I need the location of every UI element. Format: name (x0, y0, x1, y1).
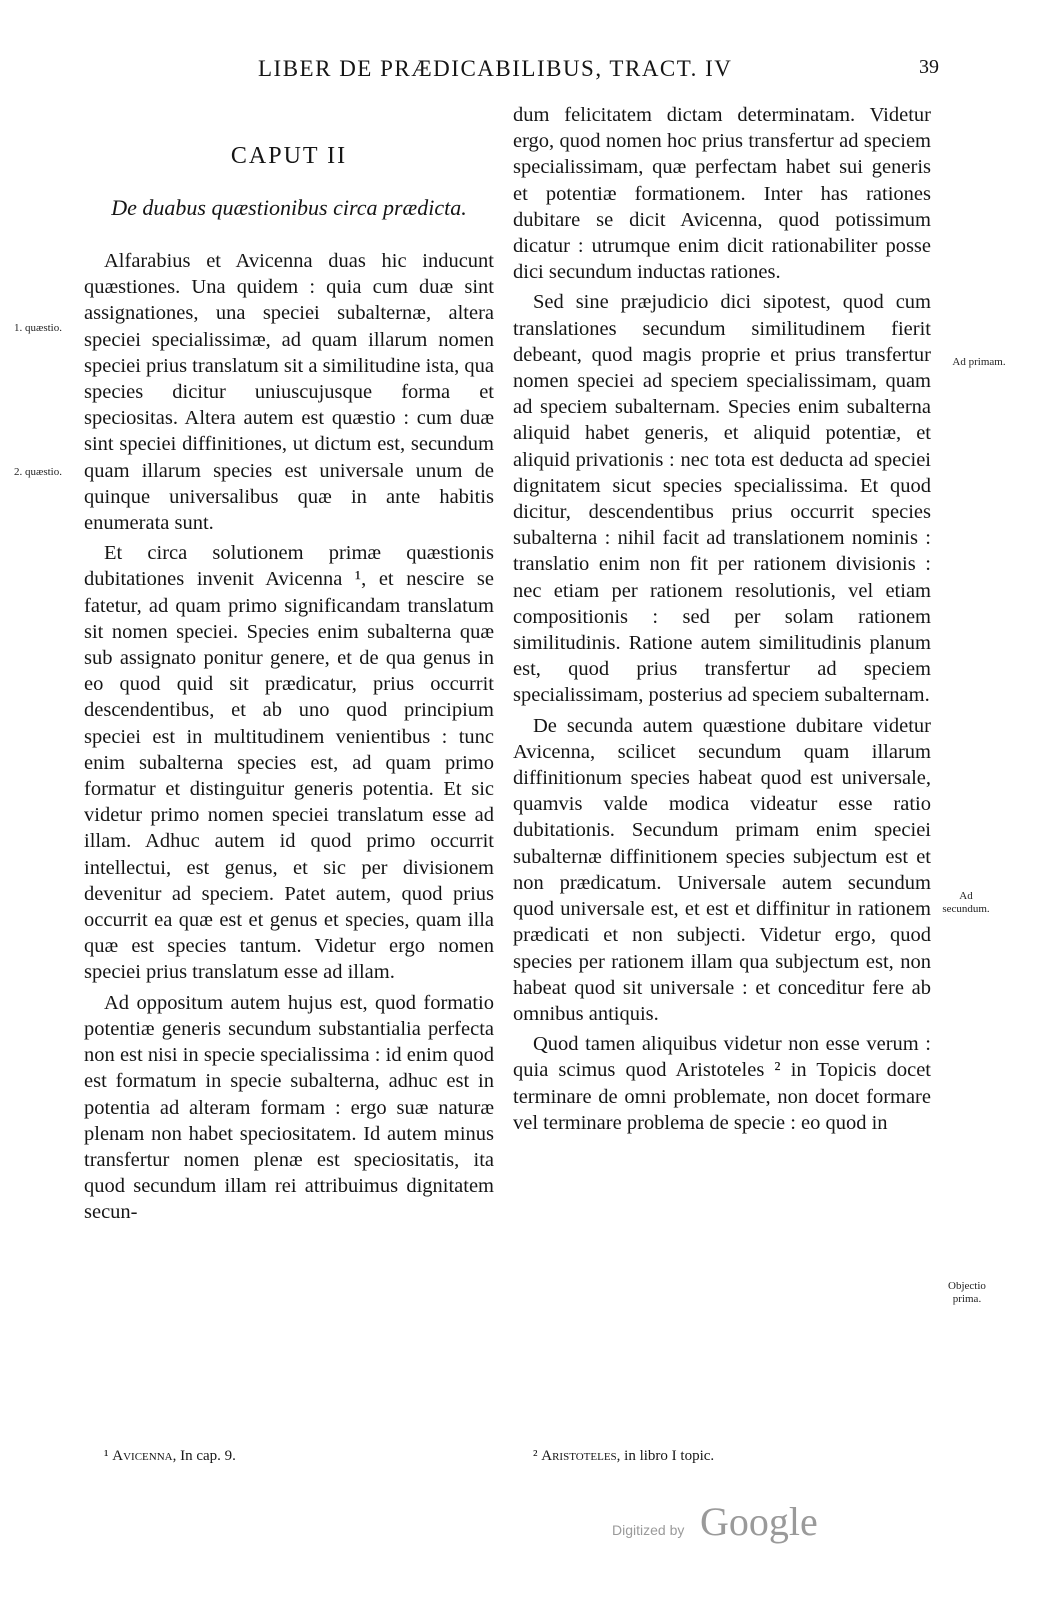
paragraph: Sed sine præjudicio dici sipotest, quod cum translationes secundum similitudinem fierit debeant, quod magis proprie et prius transfertur nomen speciei ad speciem specialissimam, quam ad speciem subalternam. Species enim subalterna aliquid habet generis, et aliquid potentiæ, et aliquid privationis : nec tota est deducta ad speciei dignitatem sicut species specialissima. Et quod dicitur, descendentibus prius occurrit species subalterna : nihil facit ad translationem nominis : translatio enim non fit per rationem divisionis : nec etiam per rationem resolutionis, vel etiam compositionis : sed per solam rationem similitudinis. Ratione autem similitudinis planum est, quod prius transfertur ad speciem specialissimam, posterius ad speciem subalternam. (513, 291, 931, 707)
right-column (513, 102, 931, 1140)
page-number: 39 (919, 56, 939, 78)
paragraph: Et circa solutionem primæ quæstionis dubitationes invenit Avicenna ¹, et nescire se fatetur, ad quam primo significandam translatum sit nomen speciei. Species enim subalterna quæ sub assignato ponitur genere, et de qua genus in eo quod quid sit prædicatur, prius occurrit descendentibus, et ab uno quod principium speciei est in multitudinem venientibus : tunc enim subalterna species est, ad quam primo formatur et distinguitur generis potentia. Et sic videtur primo nomen speciei translatum esse ad illam. Adhuc autem id quod primo occurrit intellectui, est genus, et sic per divisionem devenitur ad speciem. Patet autem, quod prius occurrit ea quæ est et genus et species, quam illa quæ est species tantum. Videtur ergo nomen speciei prius translatum esse ad illam. (84, 542, 494, 984)
footnote (533, 1448, 714, 1465)
paragraph: Quod tamen aliquibus videtur non esse verum : quia scimus quod Aristoteles ² in Topicis docet terminare de omni problemate, non docet formare vel terminare problema de specie : eo quod in (513, 1033, 931, 1134)
chapter-subtitle: De duabus quæstionibus circa prædicta. (111, 195, 467, 220)
marginal-note: 2. quæstio. (14, 466, 62, 478)
paragraph: Ad oppositum autem hujus est, quod formatio potentiæ generis secundum substantialia perfecta non est nisi in specie specialissima : id enim quod est formatum in specie subalterna, adhuc est in potentia ad alteram formam : ergo suæ naturæ plenam non habet speciositatem. Id autem minus transfertur nomen plenæ est speciositatis, ita quod secundum illam rei attribuimus dignitatem secun- (84, 991, 494, 1224)
left-column (84, 100, 494, 1230)
digitized-by-text: Digitized by (612, 1522, 685, 1538)
chapter-heading: CAPUT II (230, 143, 348, 169)
marginal-note: Ad secundum. (942, 890, 990, 915)
marginal-note: Ad primam. (952, 356, 1006, 368)
footnote (104, 1448, 236, 1465)
marginal-note: 1. quæstio. (14, 322, 62, 334)
footnote-marker: ² (533, 1448, 538, 1464)
footnote-author: Aristoteles (541, 1448, 617, 1464)
footnote-author: Avicenna (112, 1448, 173, 1464)
paragraph: Alfarabius et Avicenna duas hic inducunt quæstiones. Una quidem : quia cum duæ sint assignationes, una speciei subalternæ, altera speciei specialissimæ, ad quam illarum nomen speciei prius translatum sit a similitudine ista, qua species dicitur uniuscujusque forma et speciositas. Altera autem est quæstio : cum duæ sint speciei diffinitiones, ut dictum est, secundum quam illarum species est universale unum de quinque universalibus quæ in ante habitis enumerata sunt. (84, 250, 494, 535)
paragraph: De secunda autem quæstione dubitare videtur Avicenna, scilicet secundum quam illarum diffinitionum species habeat quod est universale, quamvis valde modica videatur esse ratio dubitationis. Secundum primam enim speciei subalternæ diffinitionem species subjectum est et non prædicatum. Universale autem secundum quod universale est, et est et diffinitur in rationem prædicati et non subjecti. Videtur ergo, quod species per rationem illam qua subjectum est, non habeat quod sit universale : et conceditur fere ab omnibus antiquis. (513, 714, 931, 1025)
footnote-ref: , in libro I topic. (616, 1448, 715, 1464)
footnote-ref: , In cap. 9. (172, 1448, 236, 1464)
running-head: LIBER DE PRÆDICABILIBUS, TRACT. IV (258, 56, 733, 81)
marginal-note: Objectio prima. (948, 1280, 986, 1305)
paragraph: dum felicitatem dictam determinatam. Videtur ergo, quod nomen hoc prius transfertur ad speciem specialissimam, quæ perfectam habet sui generis et potentiæ formationem. Inter has rationes dubitare se dicit Avicenna, quod potissimum dicatur : utrumque enim dicit rationabiliter posse dici secundum inductas rationes. (513, 104, 931, 284)
footnote-marker: ¹ (104, 1448, 109, 1464)
google-logo: Google (700, 1499, 818, 1544)
